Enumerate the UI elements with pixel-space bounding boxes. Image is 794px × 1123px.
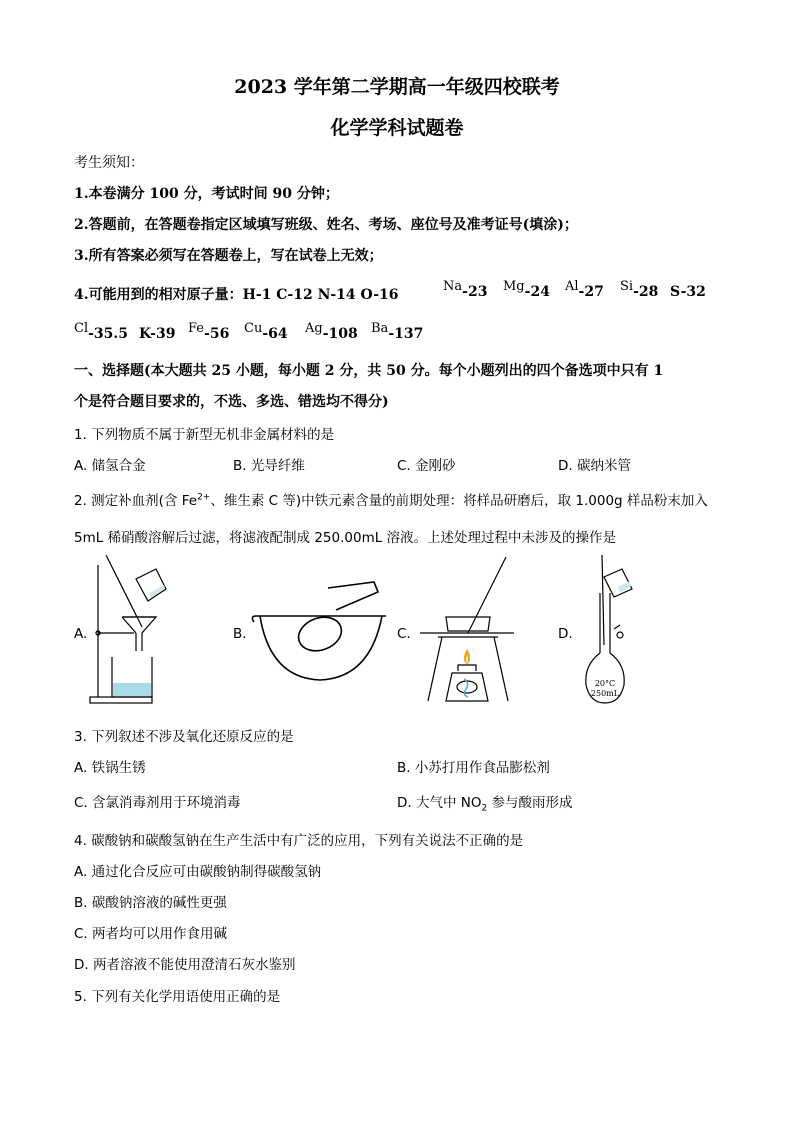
q2-stem-line2: 5mL 稀硝酸溶解后过滤，将滤液配制成 250.00mL 溶液。上述处理过程中未涉及的操作是: [74, 530, 617, 546]
section-heading-line2: 个是符合题目要求的，不选、多选、错选均不得分): [74, 394, 389, 410]
q1-option-d: D. 碳纳米管: [558, 458, 631, 474]
notice-heading: 考生须知：: [74, 155, 144, 171]
q5-stem: 5. 下列有关化学用语使用正确的是: [74, 989, 281, 1005]
q3-option-a: A. 铁锅生锈: [74, 760, 146, 776]
volumetric-flask-figure: [580, 553, 660, 713]
q1-stem: 1. 下列物质不属于新型无机非金属材料的是: [74, 427, 335, 443]
q3-option-c: C. 含氯消毒剂用于环境消毒: [74, 795, 241, 811]
notice-item-3: 3.所有答案必须写在答题卷上，写在试卷上无效；: [74, 248, 383, 264]
q2-option-a: A.: [74, 626, 88, 642]
atomic-mass-cl: Cl-35.5: [74, 321, 129, 342]
q1-option-c: C. 金刚砂: [397, 458, 456, 474]
q4-option-c: C. 两者均可以用作食用碱: [74, 926, 228, 942]
atomic-mass-al: Al-27: [565, 279, 604, 300]
q4-option-d: D. 两者溶液不能使用澄清石灰水鉴别: [74, 957, 296, 973]
q2-stem-line1: 2. 测定补血剂(含 $Fe^{2+}$、维生素 C 等)中铁元素含量的前期处理：将样品研磨后，取 1.000g 样品粉末加入: [74, 492, 708, 509]
q4-stem: 4. 碳酸钠和碳酸氢钠在生产生活中有广泛的应用，下列有关说法不正确的是: [74, 833, 524, 849]
q4-option-b: B. 碳酸钠溶液的碱性更强: [74, 895, 227, 911]
atomic-mass-si: Si-28: [620, 279, 659, 300]
atomic-mass-ba: Ba-137: [371, 321, 424, 342]
atomic-mass-s: S-32: [670, 284, 706, 300]
exam-subtitle: 化学学科试题卷: [330, 117, 464, 139]
section-heading-line1: 一、选择题(本大题共 25 小题，每小题 2 分，共 50 分。每个小题列出的四个备选项中只有 1: [74, 363, 664, 379]
q1-option-a: A. 储氢合金: [74, 458, 146, 474]
q4-option-a: A. 通过化合反应可由碳酸钠制得碳酸氢钠: [74, 864, 322, 880]
atomic-mass-cu: Cu-64: [244, 321, 288, 342]
q1-option-b: B. 光导纤维: [233, 458, 305, 474]
notice-item-1: 1.本卷满分 100 分，考试时间 90 分钟；: [74, 186, 339, 202]
atomic-mass-prefix: 4.可能用到的相对原子量：H-1 C-12 N-14 O-16: [74, 287, 399, 303]
atomic-mass-fe: Fe-56: [188, 321, 230, 342]
atomic-mass-mg: Mg-24: [503, 279, 550, 300]
flask-volume-label: 250mL: [590, 689, 620, 698]
q3-option-d: D. 大气中 $NO_2$ 参与酸雨形成: [397, 795, 573, 814]
evaporation-apparatus-figure: [418, 553, 518, 708]
q2-option-b: B.: [233, 626, 247, 642]
q3-stem: 3. 下列叙述不涉及氧化还原反应的是: [74, 729, 294, 745]
mortar-pestle-figure: [250, 580, 390, 685]
exam-title: 2023 学年第二学期高一年级四校联考: [234, 76, 560, 98]
notice-item-4: [74, 284, 399, 304]
atomic-mass-na: Na-23: [443, 279, 488, 300]
filtration-apparatus-figure: [86, 555, 176, 710]
q2-option-c: C.: [397, 626, 411, 642]
notice-item-2: 2.答题前，在答题卷指定区域填写班级、姓名、考场、座位号及准考证号(填涂)；: [74, 217, 578, 233]
q2-option-d: D.: [558, 626, 573, 642]
flask-temperature-label: 20°C: [594, 679, 616, 688]
q3-option-b: B. 小苏打用作食品膨松剂: [397, 760, 550, 776]
atomic-mass-ag: Ag-108: [305, 321, 358, 342]
atomic-mass-k: K-39: [139, 326, 176, 342]
